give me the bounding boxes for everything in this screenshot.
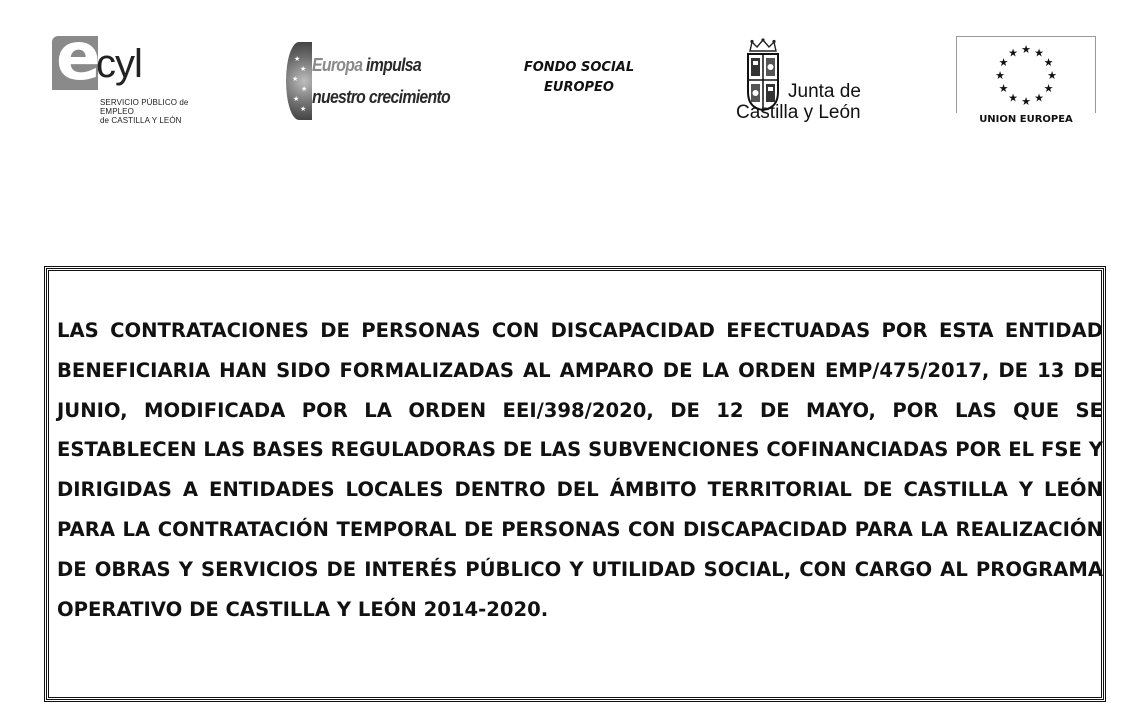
ecyl-letter: e bbox=[56, 18, 101, 95]
eu-flag bbox=[956, 36, 1096, 113]
eu-logo bbox=[956, 36, 1096, 128]
eu-star: ★ bbox=[998, 56, 1009, 69]
notice-text: LAS CONTRATACIONES DE PERSONAS CON DISCAPACIDAD EFECTUADAS POR ESTA ENTIDAD BENEFICIARIA HAN SIDO FORMALIZADAS AL AMPARO DE LA ORDEN EMP/475/2017, DE 13 DE JUNIO, MODIFICADA POR LA ORDEN EEI/398/2020, DE 12 DE MAYO, POR LAS QUE SE ESTABLECEN LAS BASES REGULADORAS DE LAS SUBVENCIONES COFINANCIADAS POR EL FSE Y DIRIGIDAS A ENTIDADES LOCALES DENTRO DEL ÁMBITO TERRITORIAL DE CASTILLA Y LEÓN PARA LA CONTRATACIÓN TEMPORAL DE PERSONAS CON DISCAPACIDAD PARA LA REALIZACIÓN DE OBRAS Y SERVICIOS DE INTERÉS PÚBLICO Y UTILIDAD SOCIAL, CON CARGO AL PROGRAMA OPERATIVO DE CASTILLA Y LEÓN 2014-2020. bbox=[57, 319, 1103, 621]
eu-star: ★ bbox=[998, 82, 1009, 95]
ecyl-wordmark: cyl bbox=[96, 42, 142, 86]
notice-box bbox=[44, 266, 1106, 702]
eu-star: ★ bbox=[995, 69, 1005, 82]
ecyl-subtitle bbox=[100, 98, 220, 125]
junta-logo bbox=[734, 38, 874, 128]
europa-word: Europa bbox=[312, 55, 363, 75]
junta-name-line1: Junta de bbox=[788, 81, 861, 102]
ecyl-subtitle-line1: SERVICIO PÚBLICO de EMPLEO bbox=[100, 98, 189, 116]
ecyl-mark bbox=[52, 18, 101, 95]
eu-star: ★ bbox=[1021, 95, 1031, 108]
fse-line2: EUROPEO bbox=[544, 80, 614, 95]
europa-impulsa-logo bbox=[286, 40, 451, 124]
eu-star: ★ bbox=[1034, 46, 1044, 60]
eu-star: ★ bbox=[1008, 91, 1018, 105]
junta-name-line2: Castilla y León bbox=[736, 102, 861, 123]
fse-line1: FONDO SOCIAL bbox=[523, 60, 635, 75]
eu-stars-icon bbox=[957, 37, 1095, 113]
eu-label: UNION EUROPEA bbox=[979, 114, 1073, 125]
europa-slogan-line1 bbox=[312, 54, 421, 76]
eu-star: ★ bbox=[1021, 43, 1031, 56]
eu-star: ★ bbox=[1043, 82, 1054, 95]
eu-star: ★ bbox=[1008, 46, 1018, 60]
eu-star: ★ bbox=[1047, 69, 1057, 82]
crown-icon bbox=[748, 38, 778, 52]
globe-icon: ★ ★ ★ ★ ★ ★ bbox=[286, 42, 312, 120]
eu-star: ★ bbox=[1034, 91, 1044, 105]
fse-label bbox=[506, 58, 652, 98]
eu-star: ★ bbox=[1043, 56, 1054, 69]
ecyl-logo bbox=[52, 18, 222, 126]
ecyl-subtitle-line2: de CASTILLA Y LEÓN bbox=[100, 116, 182, 125]
europa-slogan-line2: nuestro crecimiento bbox=[312, 87, 451, 107]
impulsa-word: impulsa bbox=[362, 55, 421, 75]
